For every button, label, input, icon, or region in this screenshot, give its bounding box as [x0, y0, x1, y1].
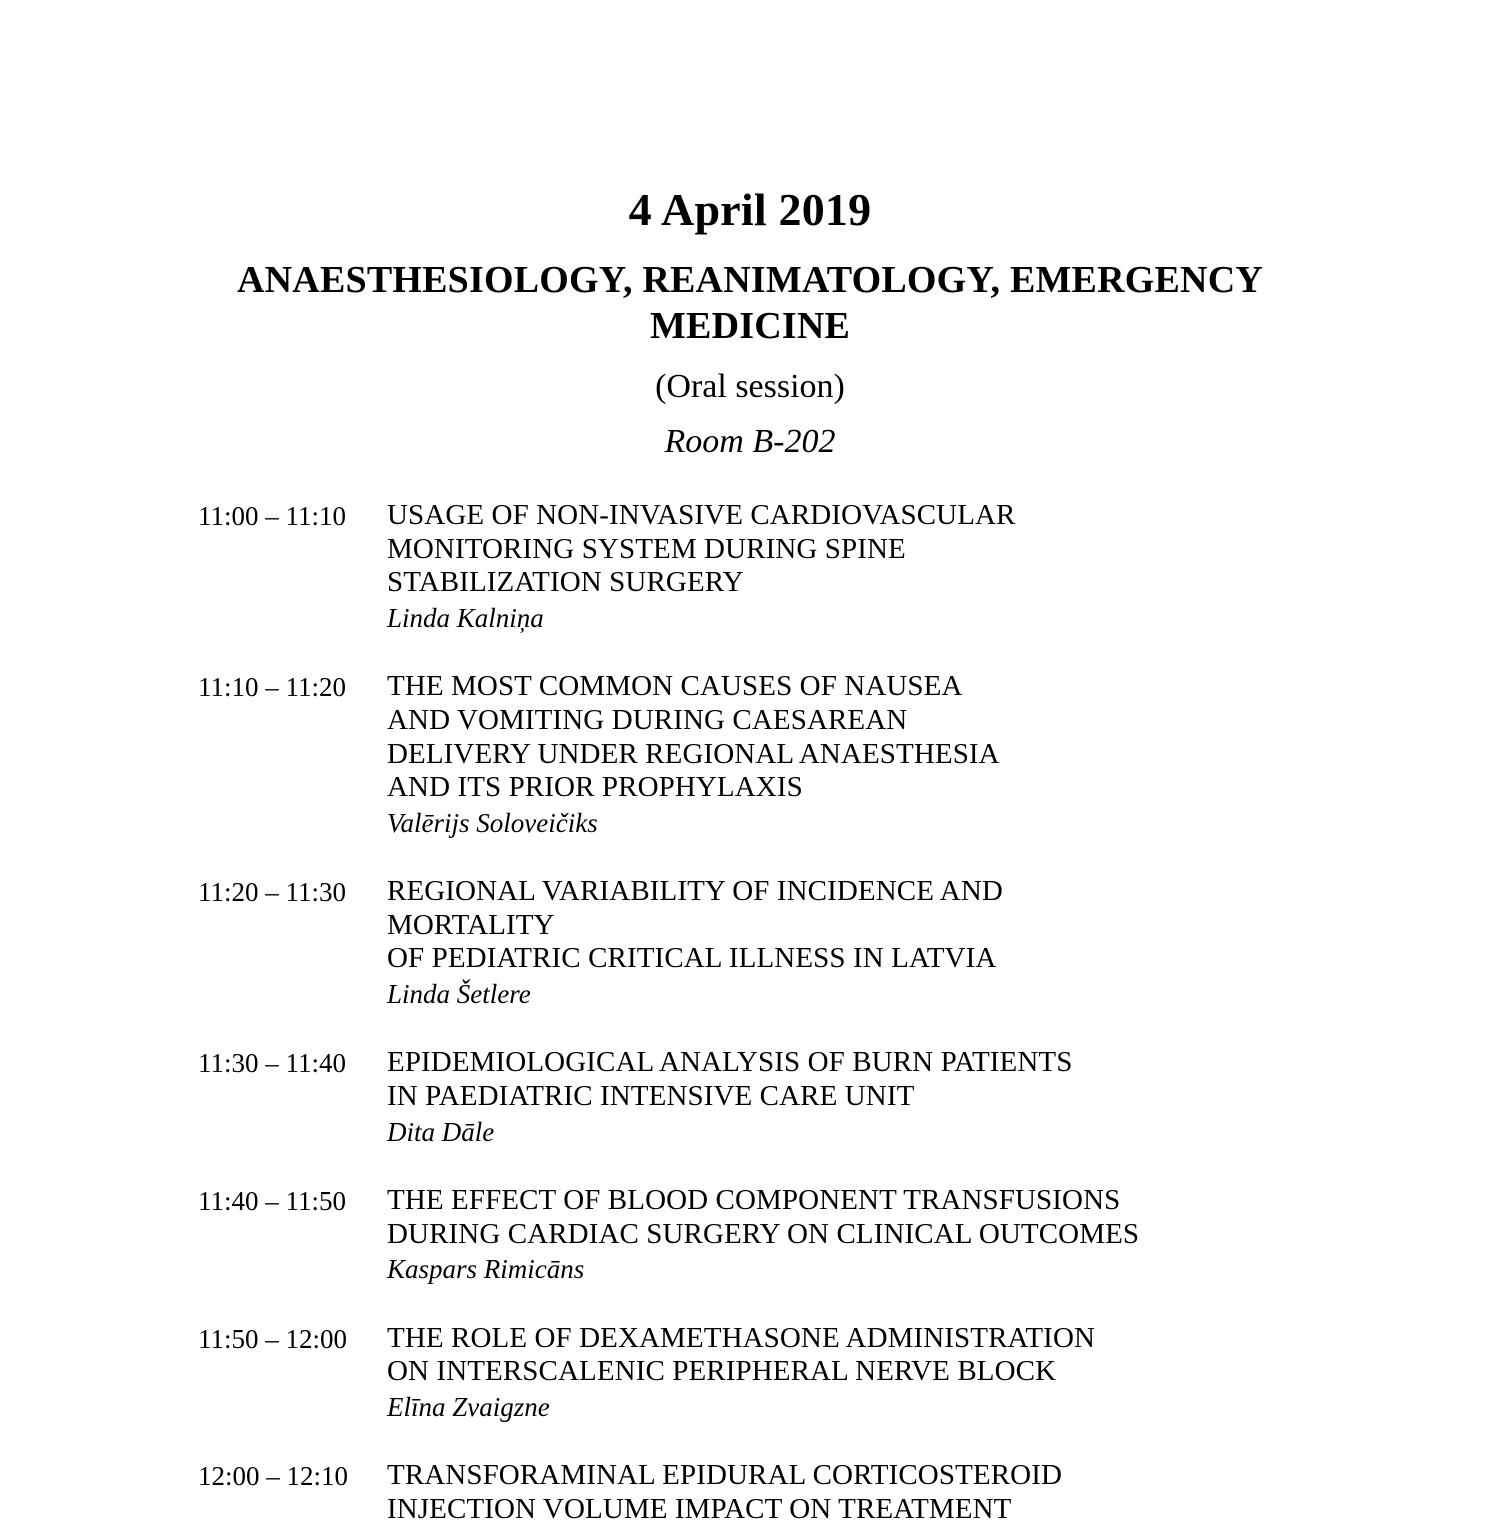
- entry-author: Dita Dāle: [387, 1116, 495, 1147]
- entry-author: Linda Šetlere: [387, 979, 531, 1010]
- entry-title-line: OF PEDIATRIC CRITICAL ILLNESS IN LATVIA: [387, 942, 997, 975]
- entry-title-line: THE EFFECT OF BLOOD COMPONENT TRANSFUSIONS: [387, 1184, 1121, 1217]
- entry-time: 11:10 – 11:20: [198, 672, 346, 703]
- entry-time: 11:00 – 11:10: [198, 501, 346, 532]
- entry-time: 12:00 – 12:10: [198, 1461, 349, 1492]
- entry-author: Elīna Zvaigzne: [387, 1392, 550, 1423]
- schedule-entry: [198, 875, 1440, 1010]
- entry-body: [387, 499, 1440, 634]
- entry-title-line: STABILIZATION SURGERY: [387, 566, 744, 599]
- entry-author: Kaspars Rimicāns: [387, 1254, 585, 1285]
- entry-body: [387, 875, 1440, 1010]
- entry-title-line: INJECTION VOLUME IMPACT ON TREATMENT: [387, 1493, 1012, 1526]
- entry-title-line: THE MOST COMMON CAUSES OF NAUSEA: [387, 670, 963, 703]
- entry-title-line: MORTALITY: [387, 908, 555, 941]
- entry-title-line: AND VOMITING DURING CAESAREAN: [387, 703, 908, 736]
- entry-title-line: EPIDEMIOLOGICAL ANALYSIS OF BURN PATIENTS: [387, 1046, 1073, 1079]
- entry-time: 11:50 – 12:00: [198, 1323, 348, 1354]
- room-label: Room B-202: [664, 423, 836, 461]
- entry-body: [387, 1322, 1440, 1424]
- program-header: [0, 0, 1500, 463]
- entry-title-line: DELIVERY UNDER REGIONAL ANAESTHESIA: [387, 737, 1000, 770]
- session-title: ANAESTHESIOLOGY, REANIMATOLOGY, EMERGENCY MEDICINE: [237, 258, 1263, 348]
- page-title-date: 4 April 2019: [628, 184, 872, 235]
- schedule-entry: [198, 499, 1440, 634]
- session-type-label: (Oral session): [655, 368, 845, 406]
- schedule-entry: [198, 1322, 1440, 1424]
- entry-title-line: USAGE OF NON-INVASIVE CARDIOVASCULAR: [387, 499, 1016, 532]
- entry-author: Valērijs Soloveičiks: [387, 807, 598, 838]
- entry-title-line: DURING CARDIAC SURGERY ON CLINICAL OUTCOMES: [387, 1217, 1140, 1250]
- entry-time: 11:40 – 11:50: [198, 1186, 346, 1217]
- entry-title-line: AND ITS PRIOR PROPHYLAXIS: [387, 771, 803, 804]
- entry-title-line: TRANSFORAMINAL EPIDURAL CORTICOSTEROID: [387, 1459, 1062, 1492]
- entry-title-line: ON INTERSCALENIC PERIPHERAL NERVE BLOCK: [387, 1355, 1057, 1388]
- entry-body: [387, 1184, 1440, 1286]
- entry-title-line: THE ROLE OF DEXAMETHASONE ADMINISTRATION: [387, 1321, 1096, 1354]
- schedule-entry: [198, 1046, 1440, 1148]
- schedule-entry: [198, 1184, 1440, 1286]
- entry-title-line: MONITORING SYSTEM DURING SPINE: [387, 532, 906, 565]
- entry-title-line: IN PAEDIATRIC INTENSIVE CARE UNIT: [387, 1080, 915, 1113]
- entry-body: [387, 1046, 1440, 1148]
- entry-author: Linda Kalniņa: [387, 602, 544, 633]
- entry-title-line: REGIONAL VARIABILITY OF INCIDENCE AND: [387, 875, 1003, 908]
- entry-time: 11:30 – 11:40: [198, 1048, 346, 1079]
- schedule-entry: [198, 670, 1440, 839]
- entry-body: [387, 1459, 1440, 1526]
- schedule-entry: [198, 1459, 1440, 1526]
- entry-body: [387, 670, 1440, 839]
- schedule-list: [0, 499, 1500, 1527]
- entry-time: 11:20 – 11:30: [198, 877, 346, 908]
